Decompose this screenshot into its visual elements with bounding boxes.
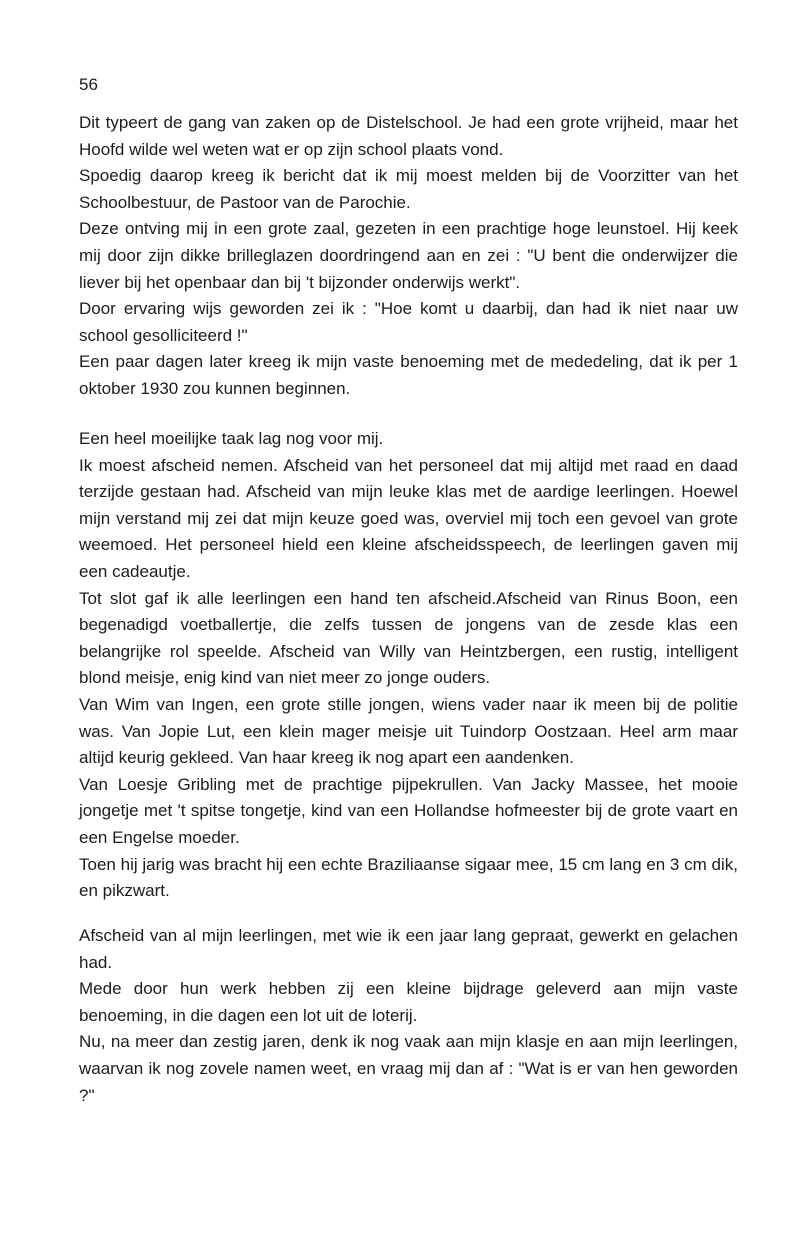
text-section-1 [79,110,738,403]
paragraph: Toen hij jarig was bracht hij een echte Braziliaanse sigaar mee, 15 cm lang en 3 cm dik, en pikzwart. [79,854,738,901]
paragraph: Nu, na meer dan zestig jaren, denk ik nog vaak aan mijn klasje en aan mijn leerlingen, waarvan ik nog zovele namen weet, en vraag mij dan af : "Wat is er van hen geworden ?" [79,1032,738,1105]
paragraph: Ik moest afscheid nemen. Afscheid van het personeel dat mij altijd met raad en daad terzijde gestaan had. Afscheid van mijn leuke klas met de aardige leerlingen. Hoewel mijn verstand mij zei dat mijn keuze goed was, overviel mij toch een gevoel van grote weemoed. Het personeel hield een kleine afscheidsspeech, de leerlingen gaven mij een cadeautje. [79,455,738,581]
paragraph: Afscheid van al mijn leerlingen, met wie ik een jaar lang gepraat, gewerkt en gelachen had. [79,926,738,972]
paragraph: Deze ontving mij in een grote zaal, gezeten in een prachtige hoge leunstoel. Hij keek mij door zijn dikke brilleglazen doordringend aan en zei : "U bent die onderwijzer die liever bij het openbaar dan bij 't bijzonder onderwijs werkt". [79,219,738,292]
paragraph: Van Loesje Gribling met de prachtige pijpekrullen. Van Jacky Massee, het mooie jongetje met 't spitse tongetje, kind van een Hollandse hofmeester bij de grote vaart en een Engelse moeder. [79,774,738,847]
text-section-3 [79,923,738,1109]
paragraph: Mede door hun werk hebben zij een kleine bijdrage geleverd aan mijn vaste benoeming, in die dagen een lot uit de loterij. [79,979,738,1025]
page-number: 56 [79,75,98,94]
paragraph: Dit typeert de gang van zaken op de Distelschool. Je had een grote vrijheid, maar het Hoofd wilde wel weten wat er op zijn school plaats vond. [79,113,738,159]
paragraph: Door ervaring wijs geworden zei ik : "Hoe komt u daarbij, dan had ik niet naar uw school gesolliciteerd !" [79,299,738,345]
paragraph: Een paar dagen later kreeg ik mijn vaste benoeming met de mededeling, dat ik per 1 oktober 1930 zou kunnen beginnen. [79,352,738,398]
paragraph: Een heel moeilijke taak lag nog voor mij. [79,429,384,448]
paragraph: Van Wim van Ingen, een grote stille jongen, wiens vader naar ik meen bij de politie was. Van Jopie Lut, een klein mager meisje uit Tuindorp Oostzaan. Heel arm maar altijd keurig gekleed. Van haar kreeg ik nog apart een aandenken. [79,694,738,768]
paragraph: Spoedig daarop kreeg ik bericht dat ik mij moest melden bij de Voorzitter van het Schoolbestuur, de Pastoor van de Parochie. [79,166,738,212]
text-section-2 [79,426,738,905]
paragraph: Tot slot gaf ik alle leerlingen een hand ten afscheid.Afscheid van Rinus Boon, een begenadigd voetballertje, die zelfs tussen de jongens van de zesde klas een belangrijke rol speelde. Afscheid van Willy van Heintzbergen, een rustig, intelligent blond meisje, enig kind van niet meer zo jonge ouders. [79,588,738,688]
